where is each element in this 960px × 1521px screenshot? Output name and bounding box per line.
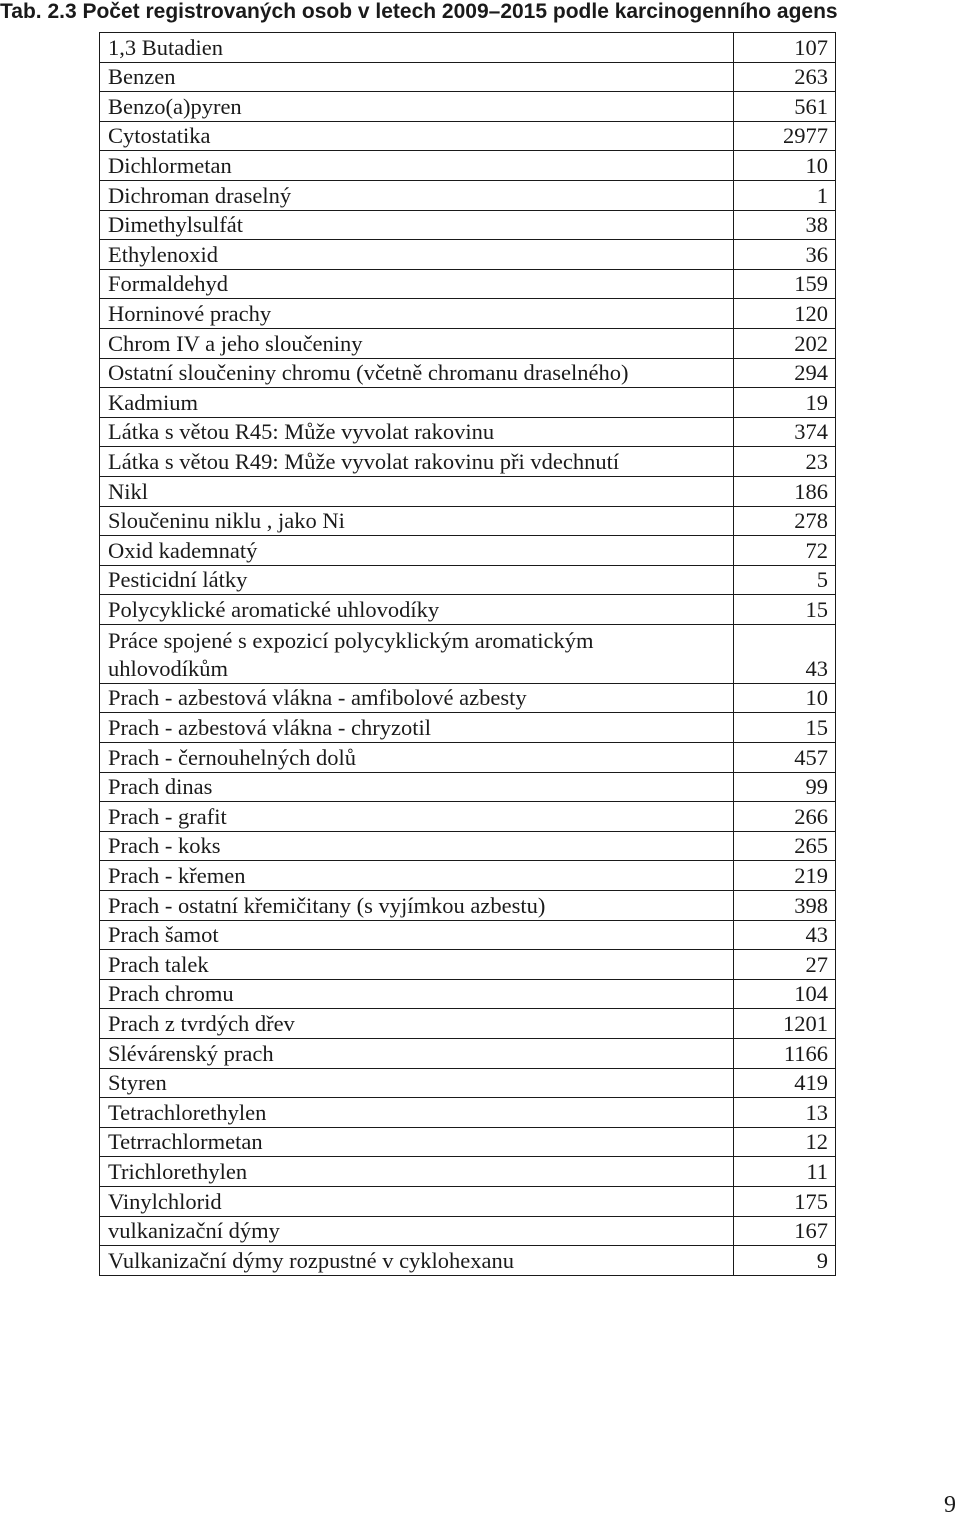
table-row — [100, 950, 836, 980]
table-row — [100, 1186, 836, 1216]
agent-name-cell: Prach chromu — [100, 979, 734, 1009]
table-body — [100, 33, 836, 1276]
agent-name-cell: Benzen — [100, 62, 734, 92]
registered-count-cell: 1201 — [734, 1009, 836, 1039]
table-row — [100, 891, 836, 921]
agent-name-cell: Nikl — [100, 476, 734, 506]
table-row — [100, 240, 836, 270]
table-row — [100, 210, 836, 240]
agent-name-cell: Cytostatika — [100, 121, 734, 151]
registered-count-cell: 159 — [734, 269, 836, 299]
agent-name-cell: Prach - koks — [100, 831, 734, 861]
agent-name-cell: Prach - azbestová vlákna - chryzotil — [100, 713, 734, 743]
table-row — [100, 713, 836, 743]
table-row — [100, 1157, 836, 1187]
agent-name-cell: Pesticidní látky — [100, 565, 734, 595]
table-row — [100, 1009, 836, 1039]
table-row — [100, 180, 836, 210]
registered-count-cell: 175 — [734, 1186, 836, 1216]
registered-count-cell: 43 — [734, 920, 836, 950]
agent-name-cell: Prach - křemen — [100, 861, 734, 891]
registered-count-cell: 13 — [734, 1098, 836, 1128]
table-row — [100, 624, 836, 683]
agent-name-cell: Vinylchlorid — [100, 1186, 734, 1216]
agent-name-cell: Benzo(a)pyren — [100, 92, 734, 122]
table-row — [100, 536, 836, 566]
table-row — [100, 979, 836, 1009]
registered-count-cell: 219 — [734, 861, 836, 891]
table-row — [100, 1216, 836, 1246]
table-row — [100, 920, 836, 950]
table-row — [100, 772, 836, 802]
agent-name-cell: Kadmium — [100, 388, 734, 418]
registered-count-cell: 72 — [734, 536, 836, 566]
table-row — [100, 151, 836, 181]
registered-count-cell: 186 — [734, 476, 836, 506]
registered-count-cell: 12 — [734, 1127, 836, 1157]
table-row — [100, 92, 836, 122]
agent-name-cell: Ethylenoxid — [100, 240, 734, 270]
agent-name-cell: Horninové prachy — [100, 299, 734, 329]
table-row — [100, 683, 836, 713]
agent-name-cell: Prach - azbestová vlákna - amfibolové azbesty — [100, 683, 734, 713]
registered-count-cell: 266 — [734, 802, 836, 832]
table-row — [100, 861, 836, 891]
agent-name-cell: Formaldehyd — [100, 269, 734, 299]
agent-name-cell: Dimethylsulfát — [100, 210, 734, 240]
registered-count-cell: 1 — [734, 180, 836, 210]
registered-count-cell: 419 — [734, 1068, 836, 1098]
registered-count-cell: 38 — [734, 210, 836, 240]
table-row — [100, 388, 836, 418]
page-number: 9 — [944, 1492, 956, 1518]
agent-name-cell: Prach - ostatní křemičitany (s vyjímkou azbestu) — [100, 891, 734, 921]
table-row — [100, 1127, 836, 1157]
registered-count-cell: 10 — [734, 151, 836, 181]
table-row — [100, 565, 836, 595]
registered-count-cell: 99 — [734, 772, 836, 802]
registered-count-cell: 398 — [734, 891, 836, 921]
agent-name-cell: Prach talek — [100, 950, 734, 980]
registered-count-cell: 104 — [734, 979, 836, 1009]
table-row — [100, 743, 836, 773]
agent-name-cell: Trichlorethylen — [100, 1157, 734, 1187]
table-row — [100, 1246, 836, 1276]
registered-count-cell: 43 — [734, 624, 836, 683]
registered-count-cell: 107 — [734, 33, 836, 63]
table-row — [100, 62, 836, 92]
registered-count-cell: 9 — [734, 1246, 836, 1276]
registered-count-cell: 294 — [734, 358, 836, 388]
table-row — [100, 1068, 836, 1098]
table-row — [100, 595, 836, 625]
agent-name-cell: Prach - černouhelných dolů — [100, 743, 734, 773]
registered-count-cell: 19 — [734, 388, 836, 418]
table-row — [100, 121, 836, 151]
agent-name-cell: Látka s větou R49: Může vyvolat rakovinu při vdechnutí — [100, 447, 734, 477]
registered-count-cell: 561 — [734, 92, 836, 122]
registered-count-cell: 5 — [734, 565, 836, 595]
agent-name-cell: Dichroman draselný — [100, 180, 734, 210]
agent-name-cell: Vulkanizační dýmy rozpustné v cyklohexanu — [100, 1246, 734, 1276]
table-row — [100, 1098, 836, 1128]
registered-count-cell: 265 — [734, 831, 836, 861]
table-row — [100, 831, 836, 861]
agent-name-cell: Práce spojené s expozicí polycyklickým aromatickým uhlovodíkům — [100, 624, 734, 683]
registered-count-cell: 167 — [734, 1216, 836, 1246]
registered-count-cell: 11 — [734, 1157, 836, 1187]
registered-count-cell: 15 — [734, 713, 836, 743]
registered-count-cell: 10 — [734, 683, 836, 713]
agent-name-cell: Tetrachlorethylen — [100, 1098, 734, 1128]
registered-count-cell: 23 — [734, 447, 836, 477]
registered-count-cell: 2977 — [734, 121, 836, 151]
registered-count-cell: 374 — [734, 417, 836, 447]
registered-count-cell: 202 — [734, 328, 836, 358]
table-row — [100, 447, 836, 477]
agent-name-cell: Sloučeninu niklu , jako Ni — [100, 506, 734, 536]
carcinogen-table — [99, 32, 836, 1276]
table-caption: Tab. 2.3 Počet registrovaných osob v letech 2009–2015 podle karcinogenního agens — [0, 0, 838, 23]
agent-name-cell: Polycyklické aromatické uhlovodíky — [100, 595, 734, 625]
table-row — [100, 299, 836, 329]
table-row — [100, 476, 836, 506]
table-row — [100, 802, 836, 832]
agent-name-cell: vulkanizační dýmy — [100, 1216, 734, 1246]
table-row — [100, 506, 836, 536]
registered-count-cell: 15 — [734, 595, 836, 625]
agent-name-cell: Dichlormetan — [100, 151, 734, 181]
agent-name-cell: Slévárenský prach — [100, 1039, 734, 1069]
agent-name-cell: Prach z tvrdých dřev — [100, 1009, 734, 1039]
registered-count-cell: 1166 — [734, 1039, 836, 1069]
agent-name-cell: Ostatní sloučeniny chromu (včetně chromanu draselného) — [100, 358, 734, 388]
table-row — [100, 358, 836, 388]
agent-name-cell: Prach šamot — [100, 920, 734, 950]
agent-name-cell: Látka s větou R45: Může vyvolat rakovinu — [100, 417, 734, 447]
registered-count-cell: 36 — [734, 240, 836, 270]
registered-count-cell: 27 — [734, 950, 836, 980]
registered-count-cell: 263 — [734, 62, 836, 92]
agent-name-cell: Prach dinas — [100, 772, 734, 802]
agent-name-cell: Styren — [100, 1068, 734, 1098]
table-row — [100, 33, 836, 63]
registered-count-cell: 278 — [734, 506, 836, 536]
agent-name-cell: 1,3 Butadien — [100, 33, 734, 63]
agent-name-cell: Oxid kademnatý — [100, 536, 734, 566]
table-row — [100, 417, 836, 447]
table-row — [100, 328, 836, 358]
agent-name-cell: Chrom IV a jeho sloučeniny — [100, 328, 734, 358]
registered-count-cell: 457 — [734, 743, 836, 773]
agent-name-cell: Tetrrachlormetan — [100, 1127, 734, 1157]
table-row — [100, 269, 836, 299]
agent-name-cell: Prach - grafit — [100, 802, 734, 832]
table-row — [100, 1039, 836, 1069]
registered-count-cell: 120 — [734, 299, 836, 329]
